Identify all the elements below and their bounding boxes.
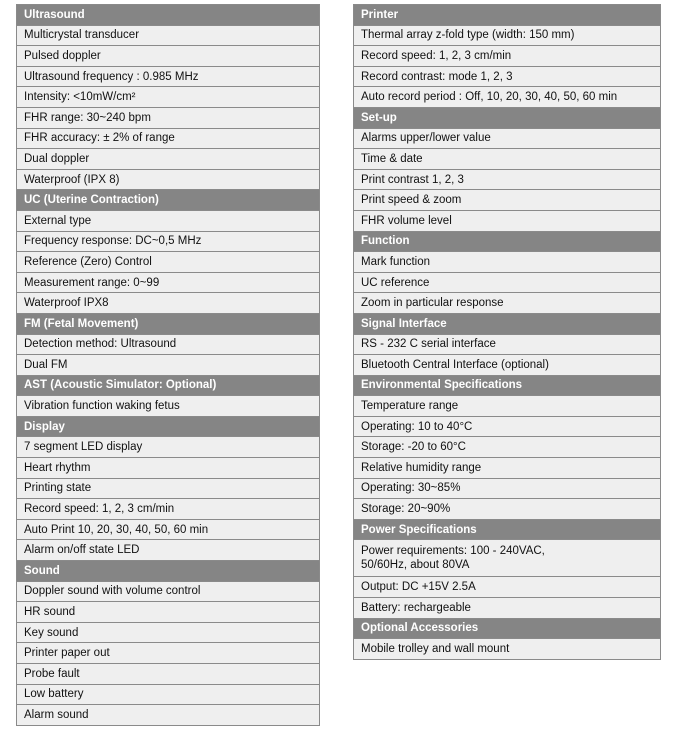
spec-row <box>17 25 320 46</box>
spec-item: Print speed & zoom <box>354 190 661 211</box>
spec-item: Dual doppler <box>17 149 320 170</box>
spec-item: External type <box>17 210 320 231</box>
spec-row <box>17 355 320 376</box>
spec-row <box>354 499 661 520</box>
spec-row <box>354 458 661 479</box>
spec-row <box>354 396 661 417</box>
spec-row <box>17 581 320 602</box>
section-header-ast-acoustic-simulator-optional <box>17 375 320 396</box>
section-header-fm-fetal-movement <box>17 313 320 334</box>
spec-item: Reference (Zero) Control <box>17 252 320 273</box>
spec-row <box>17 87 320 108</box>
right-spec-column <box>353 4 661 660</box>
spec-row <box>354 577 661 598</box>
section-title: Printer <box>354 5 661 26</box>
spec-row <box>354 293 661 314</box>
spec-item: Alarm on/off state LED <box>17 540 320 561</box>
spec-item: 7 segment LED display <box>17 437 320 458</box>
spec-item: Vibration function waking fetus <box>17 396 320 417</box>
spec-item: UC reference <box>354 272 661 293</box>
spec-row <box>17 66 320 87</box>
section-title: Environmental Specifications <box>354 375 661 396</box>
spec-item: Time & date <box>354 149 661 170</box>
section-title: FM (Fetal Movement) <box>17 313 320 334</box>
spec-row <box>354 87 661 108</box>
spec-row <box>354 46 661 67</box>
spec-item: Multicrystal transducer <box>17 25 320 46</box>
spec-item: Printer paper out <box>17 643 320 664</box>
spec-row <box>17 231 320 252</box>
spec-row <box>17 499 320 520</box>
spec-row <box>17 252 320 273</box>
spec-item: Battery: rechargeable <box>354 598 661 619</box>
section-header-sound <box>17 561 320 582</box>
spec-item: Low battery <box>17 684 320 705</box>
spec-item: Alarms upper/lower value <box>354 128 661 149</box>
spec-item: Probe fault <box>17 664 320 685</box>
spec-item: Print contrast 1, 2, 3 <box>354 169 661 190</box>
spec-row <box>354 66 661 87</box>
spec-row <box>17 664 320 685</box>
section-title: Function <box>354 231 661 252</box>
spec-item: Measurement range: 0~99 <box>17 272 320 293</box>
spec-item: Auto Print 10, 20, 30, 40, 50, 60 min <box>17 519 320 540</box>
right-spec-table <box>353 4 661 660</box>
spec-row <box>17 210 320 231</box>
spec-item: Operating: 10 to 40°C <box>354 416 661 437</box>
spec-row <box>17 334 320 355</box>
section-header-function <box>354 231 661 252</box>
spec-row <box>354 437 661 458</box>
spec-item: RS - 232 C serial interface <box>354 334 661 355</box>
section-header-set-up <box>354 107 661 128</box>
spec-row <box>17 128 320 149</box>
spec-item: Thermal array z-fold type (width: 150 mm) <box>354 25 661 46</box>
spec-row <box>17 684 320 705</box>
spec-item: Bluetooth Central Interface (optional) <box>354 355 661 376</box>
spec-row <box>354 128 661 149</box>
spec-row <box>354 272 661 293</box>
spec-item: Storage: -20 to 60°C <box>354 437 661 458</box>
spec-item: Printing state <box>17 478 320 499</box>
spec-item: FHR range: 30~240 bpm <box>17 107 320 128</box>
section-title: AST (Acoustic Simulator: Optional) <box>17 375 320 396</box>
spec-row <box>17 293 320 314</box>
spec-row <box>17 272 320 293</box>
section-title: Ultrasound <box>17 5 320 26</box>
spec-item: Record speed: 1, 2, 3 cm/min <box>17 499 320 520</box>
spec-row <box>17 540 320 561</box>
spec-row <box>17 149 320 170</box>
spec-item: Detection method: Ultrasound <box>17 334 320 355</box>
spec-item: Auto record period : Off, 10, 20, 30, 40, 50, 60 min <box>354 87 661 108</box>
spec-item: Record contrast: mode 1, 2, 3 <box>354 66 661 87</box>
section-header-environmental-specifications <box>354 375 661 396</box>
section-header-display <box>17 416 320 437</box>
spec-item: FHR accuracy: ± 2% of range <box>17 128 320 149</box>
spec-row <box>354 478 661 499</box>
spec-row <box>17 622 320 643</box>
left-spec-table <box>16 4 320 726</box>
spec-item: Alarm sound <box>17 705 320 726</box>
spec-item: Frequency response: DC~0,5 MHz <box>17 231 320 252</box>
spec-item: FHR volume level <box>354 210 661 231</box>
spec-row <box>354 149 661 170</box>
spec-item: Ultrasound frequency : 0.985 MHz <box>17 66 320 87</box>
spec-item: Operating: 30~85% <box>354 478 661 499</box>
section-title: Optional Accessories <box>354 618 661 639</box>
spec-item: Power requirements: 100 - 240VAC, 50/60Hz, about 80VA <box>354 540 661 577</box>
spec-item: Pulsed doppler <box>17 46 320 67</box>
spec-item: Dual FM <box>17 355 320 376</box>
spec-row <box>17 705 320 726</box>
spec-row <box>354 190 661 211</box>
spec-item: Waterproof (IPX 8) <box>17 169 320 190</box>
spec-item: Storage: 20~90% <box>354 499 661 520</box>
section-header-ultrasound <box>17 5 320 26</box>
spec-row <box>354 169 661 190</box>
spec-item: Mobile trolley and wall mount <box>354 639 661 660</box>
spec-row <box>17 458 320 479</box>
section-title: Power Specifications <box>354 519 661 540</box>
section-title: Sound <box>17 561 320 582</box>
section-title: Signal Interface <box>354 313 661 334</box>
section-title: Set-up <box>354 107 661 128</box>
spec-item: Key sound <box>17 622 320 643</box>
left-spec-column <box>16 4 320 726</box>
spec-item: Heart rhythm <box>17 458 320 479</box>
spec-row <box>354 598 661 619</box>
spec-row <box>354 355 661 376</box>
spec-row <box>354 210 661 231</box>
spec-row <box>354 639 661 660</box>
spec-row <box>354 25 661 46</box>
section-title: Display <box>17 416 320 437</box>
spec-item: Output: DC +15V 2.5A <box>354 577 661 598</box>
spec-row <box>17 169 320 190</box>
spec-row <box>354 252 661 273</box>
spec-item: Relative humidity range <box>354 458 661 479</box>
section-header-uc-uterine-contraction <box>17 190 320 211</box>
section-header-printer <box>354 5 661 26</box>
spec-row <box>17 437 320 458</box>
spec-row <box>17 519 320 540</box>
spec-row <box>354 540 661 577</box>
section-header-optional-accessories <box>354 618 661 639</box>
spec-item: Temperature range <box>354 396 661 417</box>
spec-row <box>17 46 320 67</box>
spec-item: Zoom in particular response <box>354 293 661 314</box>
spec-item: Intensity: <10mW/cm² <box>17 87 320 108</box>
spec-row <box>17 107 320 128</box>
spec-row <box>354 416 661 437</box>
spec-row <box>17 396 320 417</box>
spec-row <box>17 478 320 499</box>
section-header-power-specifications <box>354 519 661 540</box>
spec-item: Mark function <box>354 252 661 273</box>
spec-item: Waterproof IPX8 <box>17 293 320 314</box>
section-title: UC (Uterine Contraction) <box>17 190 320 211</box>
section-header-signal-interface <box>354 313 661 334</box>
spec-item: Record speed: 1, 2, 3 cm/min <box>354 46 661 67</box>
spec-row <box>17 602 320 623</box>
spec-row <box>17 643 320 664</box>
spec-item: HR sound <box>17 602 320 623</box>
spec-item: Doppler sound with volume control <box>17 581 320 602</box>
spec-row <box>354 334 661 355</box>
